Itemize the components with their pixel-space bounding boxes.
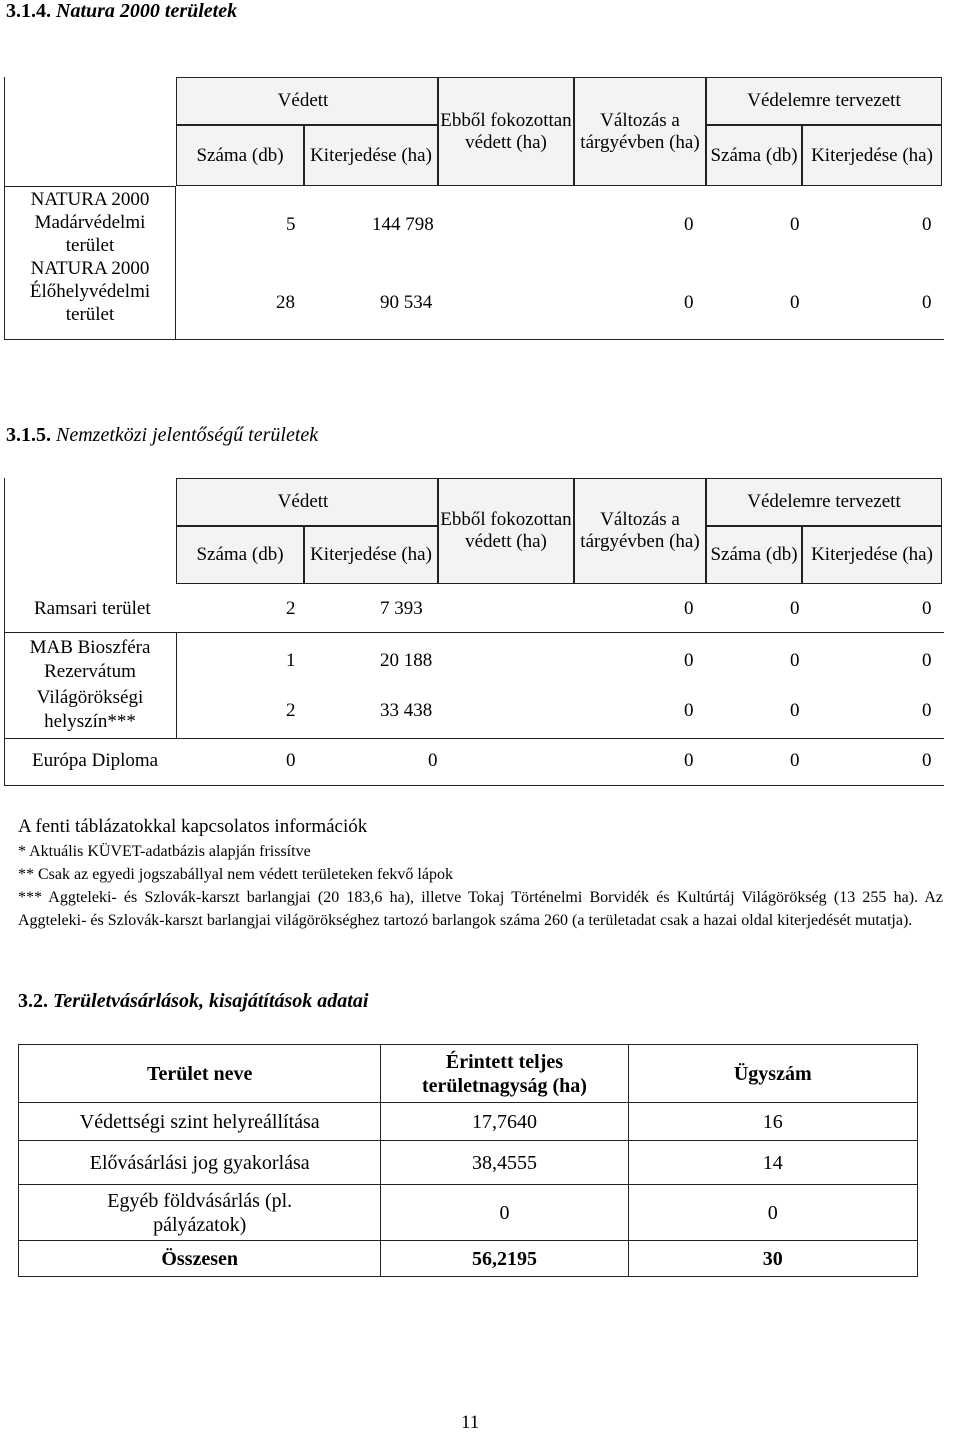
mab-szama: 1 <box>286 650 296 671</box>
table-row <box>19 1185 918 1241</box>
natura-row2-vedelemre: 0 <box>922 292 932 313</box>
table3-header-row <box>19 1045 918 1103</box>
mab-valtozas: 0 <box>790 650 800 671</box>
note-2: ** Csak az egyedi jogszabállyal nem védett területeken fekvő lápok <box>18 866 453 883</box>
table-row <box>19 1141 918 1185</box>
header-v-szama: Száma (db) <box>706 125 802 186</box>
header-v-kiterjedese: Kiterjedése (ha) <box>802 125 942 186</box>
natura-labels: NATURA 2000 Madárvédelmi terület NATURA 2000 Élőhelyvédelmi terület <box>29 189 151 325</box>
mab-ebbol: 0 <box>684 650 694 671</box>
europa-valtozas: 0 <box>790 750 800 771</box>
natura-row1-valtozas: 0 <box>790 214 800 235</box>
europa-ebbol: 0 <box>684 750 694 771</box>
section-heading-teruletvasarlas: 3.2. Területvásárlások, kisajátítások adatai <box>18 990 369 1012</box>
ramsari-label: Ramsari terület <box>34 598 151 619</box>
mab-label: MAB Bioszféra Rezervátum <box>29 637 151 682</box>
vilagorokseg-kiterjedese: 33 438 <box>380 700 433 721</box>
europa-kiterjedese: 0 <box>428 750 438 771</box>
natura-row1-kiterjedese: 144 798 <box>372 214 434 235</box>
header-ebbol: Ebből fokozottan védett (ha) <box>438 77 574 186</box>
total-ugyszam: 30 <box>628 1241 918 1277</box>
vilagorokseg-ebbol: 0 <box>684 700 694 721</box>
header2-vedett: Védett <box>176 478 438 526</box>
header-szama: Száma (db) <box>176 125 304 186</box>
header2-v-kiterjedese: Kiterjedése (ha) <box>802 526 942 584</box>
header2-kiterjedese: Kiterjedése (ha) <box>304 526 438 584</box>
europa-szama: 0 <box>286 750 296 771</box>
note-1: * Aktuális KÜVET-adatbázis alapján frissítve <box>18 843 311 860</box>
ramsari-kiterjedese: 7 393 <box>380 598 423 619</box>
natura-row1-szama: 5 <box>286 214 296 235</box>
row-nev: Elővásárlási jog gyakorlása <box>19 1141 381 1185</box>
header-teruletnagysag: Érintett teljes területnagyság (ha) <box>381 1045 628 1103</box>
header2-ebbol: Ebből fokozottan védett (ha) <box>438 478 574 584</box>
header-ugyszam: Ügyszám <box>628 1045 918 1103</box>
ramsari-valtozas: 0 <box>790 598 800 619</box>
section-heading-natura: 3.1.4. Natura 2000 területek <box>6 0 238 22</box>
natura-row2-valtozas: 0 <box>790 292 800 313</box>
natura-row2-szama: 28 <box>276 292 295 313</box>
natura-row1-ebbol: 0 <box>684 214 694 235</box>
row-nev: Védettségi szint helyreállítása <box>19 1103 381 1141</box>
europa-vedelemre: 0 <box>922 750 932 771</box>
mab-kiterjedese: 20 188 <box>380 650 433 671</box>
natura-row1-vedelemre: 0 <box>922 214 932 235</box>
total-terulet: 56,2195 <box>381 1241 628 1277</box>
ramsari-ebbol: 0 <box>684 598 694 619</box>
europa-diploma-label: Európa Diploma <box>32 750 159 771</box>
mab-vedelemre: 0 <box>922 650 932 671</box>
header-kiterjedese: Kiterjedése (ha) <box>304 125 438 186</box>
section-heading-nemzetkozi: 3.1.5. Nemzetközi jelentőségű területek <box>6 424 319 446</box>
vilagorokseg-szama: 2 <box>286 700 296 721</box>
page-number: 11 <box>461 1412 480 1433</box>
notes-block <box>18 814 943 932</box>
header2-valtozas: Változás a tárgyévben (ha) <box>574 478 706 584</box>
table-total-row <box>19 1241 918 1277</box>
table-row <box>19 1103 918 1141</box>
vilagorokseg-label: Világörökségi helyszín*** <box>36 687 144 732</box>
row-terulet: 0 <box>381 1185 628 1241</box>
header2-vedelemre: Védelemre tervezett <box>706 478 942 526</box>
header2-szama: Száma (db) <box>176 526 304 584</box>
header-vedelemre: Védelemre tervezett <box>706 77 942 125</box>
row-ugyszam: 16 <box>628 1103 918 1141</box>
natura-row2-ebbol: 0 <box>684 292 694 313</box>
row-terulet: 17,7640 <box>381 1103 628 1141</box>
row-terulet: 38,4555 <box>381 1141 628 1185</box>
total-nev: Összesen <box>19 1241 381 1277</box>
ramsari-szama: 2 <box>286 598 296 619</box>
row-ugyszam: 14 <box>628 1141 918 1185</box>
ramsari-vedelemre: 0 <box>922 598 932 619</box>
vilagorokseg-valtozas: 0 <box>790 700 800 721</box>
natura-row2-kiterjedese: 90 534 <box>380 292 433 313</box>
header-vedett: Védett <box>176 77 438 125</box>
notes-title: A fenti táblázatokkal kapcsolatos információk <box>18 816 368 837</box>
header2-v-szama: Száma (db) <box>706 526 802 584</box>
row-nev: Egyéb földvásárlás (pl. pályázatok) <box>19 1185 381 1241</box>
note-3: *** Aggteleki- és Szlovák-karszt barlangjai (20 183,6 ha), illetve Tokaj Történelmi Borvidék és Kultúrtáj Világörökség (13 255 ha). Az Aggteleki- és Szlovák-karszt barlangjai világörökséghez tartozó barlangok száma 260 (a területadat csak a hazai oldal kiterjedését mutatja). <box>18 889 943 929</box>
header-valtozas: Változás a tárgyévben (ha) <box>574 77 706 186</box>
vilagorokseg-vedelemre: 0 <box>922 700 932 721</box>
header-terulet-neve: Terület neve <box>19 1045 381 1103</box>
row-ugyszam: 0 <box>628 1185 918 1241</box>
teruletvasarlas-table <box>18 1044 918 1277</box>
